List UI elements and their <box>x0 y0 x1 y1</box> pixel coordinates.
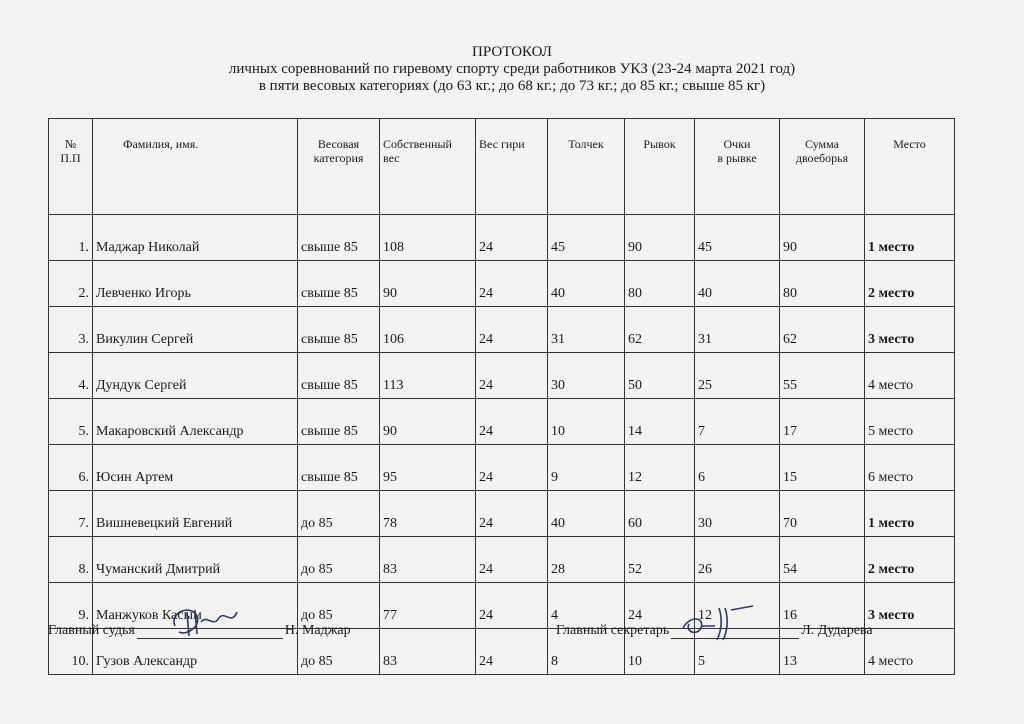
cell-category: свыше 85 <box>298 353 380 399</box>
secretary-signature-block <box>556 618 873 639</box>
cell-snatch: 62 <box>625 307 695 353</box>
cell-number: 9. <box>49 583 93 629</box>
cell-jerk: 40 <box>548 491 625 537</box>
cell-category: свыше 85 <box>298 215 380 261</box>
cell-weight: 77 <box>380 583 476 629</box>
cell-category: свыше 85 <box>298 399 380 445</box>
cell-jerk: 9 <box>548 445 625 491</box>
cell-number: 8. <box>49 537 93 583</box>
cell-total: 17 <box>780 399 865 445</box>
cell-number: 4. <box>49 353 93 399</box>
protocol-categories: в пяти весовых категориях (до 63 кг.; до 68 кг.; до 73 кг.; до 85 кг.; свыше 85 кг) <box>258 78 766 94</box>
table-row <box>49 215 955 261</box>
cell-name: Дундук Сергей <box>93 353 298 399</box>
cell-category: свыше 85 <box>298 261 380 307</box>
cell-number: 7. <box>49 491 93 537</box>
results-table <box>48 118 955 675</box>
cell-total: 70 <box>780 491 865 537</box>
table-row <box>49 537 955 583</box>
cell-name: Левченко Игорь <box>93 261 298 307</box>
cell-weight: 108 <box>380 215 476 261</box>
col-header-jerk: Толчек <box>548 119 625 215</box>
cell-weight: 90 <box>380 399 476 445</box>
cell-place: 3 место <box>865 583 955 629</box>
table-row <box>49 445 955 491</box>
judge-signature-line <box>137 618 283 639</box>
cell-total: 16 <box>780 583 865 629</box>
cell-kettlebell: 24 <box>476 629 548 675</box>
signatures <box>48 618 968 668</box>
cell-name: Гузов Александр <box>93 629 298 675</box>
cell-total: 90 <box>780 215 865 261</box>
cell-place: 2 место <box>865 261 955 307</box>
cell-snatch: 90 <box>625 215 695 261</box>
cell-weight: 113 <box>380 353 476 399</box>
cell-total: 80 <box>780 261 865 307</box>
cell-weight: 83 <box>380 537 476 583</box>
cell-kettlebell: 24 <box>476 353 548 399</box>
cell-number: 10. <box>49 629 93 675</box>
cell-number: 5. <box>49 399 93 445</box>
cell-name: Вишневецкий Евгений <box>93 491 298 537</box>
cell-snatch: 80 <box>625 261 695 307</box>
cell-weight: 78 <box>380 491 476 537</box>
cell-points: 5 <box>695 629 780 675</box>
cell-points: 40 <box>695 261 780 307</box>
cell-place: 3 место <box>865 307 955 353</box>
table-header-row <box>49 119 955 215</box>
cell-points: 25 <box>695 353 780 399</box>
judge-name: Н. Маджар <box>284 623 351 638</box>
cell-jerk: 30 <box>548 353 625 399</box>
table-row <box>49 307 955 353</box>
judge-signature-block <box>48 618 351 639</box>
cell-total: 55 <box>780 353 865 399</box>
cell-category: до 85 <box>298 491 380 537</box>
cell-kettlebell: 24 <box>476 445 548 491</box>
cell-snatch: 24 <box>625 583 695 629</box>
cell-points: 12 <box>695 583 780 629</box>
col-header-number: № П.П <box>49 119 93 215</box>
table-row <box>49 491 955 537</box>
table-row <box>49 353 955 399</box>
cell-points: 7 <box>695 399 780 445</box>
secretary-name: Л. Дударева <box>801 623 873 638</box>
cell-kettlebell: 24 <box>476 583 548 629</box>
col-header-weight: Собственный вес <box>380 119 476 215</box>
table-row <box>49 261 955 307</box>
cell-kettlebell: 24 <box>476 261 548 307</box>
cell-points: 30 <box>695 491 780 537</box>
cell-jerk: 28 <box>548 537 625 583</box>
cell-snatch: 12 <box>625 445 695 491</box>
col-header-total: Сумма двоеборья <box>780 119 865 215</box>
cell-kettlebell: 24 <box>476 537 548 583</box>
cell-category: свыше 85 <box>298 445 380 491</box>
cell-total: 54 <box>780 537 865 583</box>
cell-name: Манжуков Касым <box>93 583 298 629</box>
cell-total: 62 <box>780 307 865 353</box>
cell-snatch: 50 <box>625 353 695 399</box>
cell-place: 6 место <box>865 445 955 491</box>
table-row <box>49 399 955 445</box>
cell-jerk: 31 <box>548 307 625 353</box>
cell-points: 26 <box>695 537 780 583</box>
cell-name: Юсин Артем <box>93 445 298 491</box>
cell-weight: 95 <box>380 445 476 491</box>
cell-name: Макаровский Александр <box>93 399 298 445</box>
cell-snatch: 14 <box>625 399 695 445</box>
judge-label: Главный судья <box>48 623 135 638</box>
cell-place: 5 место <box>865 399 955 445</box>
secretary-label: Главный секретарь <box>556 623 670 638</box>
col-header-snatch: Рывок <box>625 119 695 215</box>
cell-weight: 83 <box>380 629 476 675</box>
cell-snatch: 52 <box>625 537 695 583</box>
col-header-category: Весовая категория <box>298 119 380 215</box>
cell-points: 45 <box>695 215 780 261</box>
cell-category: до 85 <box>298 629 380 675</box>
secretary-signature-icon <box>679 602 759 642</box>
cell-jerk: 10 <box>548 399 625 445</box>
cell-total: 15 <box>780 445 865 491</box>
cell-name: Викулин Сергей <box>93 307 298 353</box>
cell-name: Чуманский Дмитрий <box>93 537 298 583</box>
protocol-header <box>0 44 1024 95</box>
col-header-points: Очки в рывке <box>695 119 780 215</box>
col-header-name: Фамилия, имя. <box>93 119 298 215</box>
judge-signature-icon <box>167 602 241 642</box>
cell-weight: 106 <box>380 307 476 353</box>
cell-kettlebell: 24 <box>476 307 548 353</box>
cell-kettlebell: 24 <box>476 215 548 261</box>
cell-snatch: 10 <box>625 629 695 675</box>
cell-snatch: 60 <box>625 491 695 537</box>
cell-jerk: 4 <box>548 583 625 629</box>
cell-name: Маджар Николай <box>93 215 298 261</box>
cell-points: 6 <box>695 445 780 491</box>
cell-category: до 85 <box>298 537 380 583</box>
col-header-kettlebell: Вес гири <box>476 119 548 215</box>
cell-number: 3. <box>49 307 93 353</box>
cell-number: 6. <box>49 445 93 491</box>
cell-jerk: 40 <box>548 261 625 307</box>
cell-category: свыше 85 <box>298 307 380 353</box>
col-header-place: Место <box>865 119 955 215</box>
cell-weight: 90 <box>380 261 476 307</box>
cell-total: 13 <box>780 629 865 675</box>
cell-kettlebell: 24 <box>476 491 548 537</box>
cell-kettlebell: 24 <box>476 399 548 445</box>
cell-place: 4 место <box>865 629 955 675</box>
protocol-title: ПРОТОКОЛ <box>472 44 552 60</box>
cell-category: до 85 <box>298 583 380 629</box>
cell-number: 2. <box>49 261 93 307</box>
cell-place: 4 место <box>865 353 955 399</box>
cell-place: 2 место <box>865 537 955 583</box>
cell-jerk: 45 <box>548 215 625 261</box>
protocol-subtitle: личных соревнований по гиревому спорту среди работников УКЗ (23-24 марта 2021 год) <box>228 61 796 77</box>
cell-points: 31 <box>695 307 780 353</box>
cell-jerk: 8 <box>548 629 625 675</box>
cell-number: 1. <box>49 215 93 261</box>
cell-place: 1 место <box>865 491 955 537</box>
cell-place: 1 место <box>865 215 955 261</box>
secretary-signature-line <box>671 618 799 639</box>
